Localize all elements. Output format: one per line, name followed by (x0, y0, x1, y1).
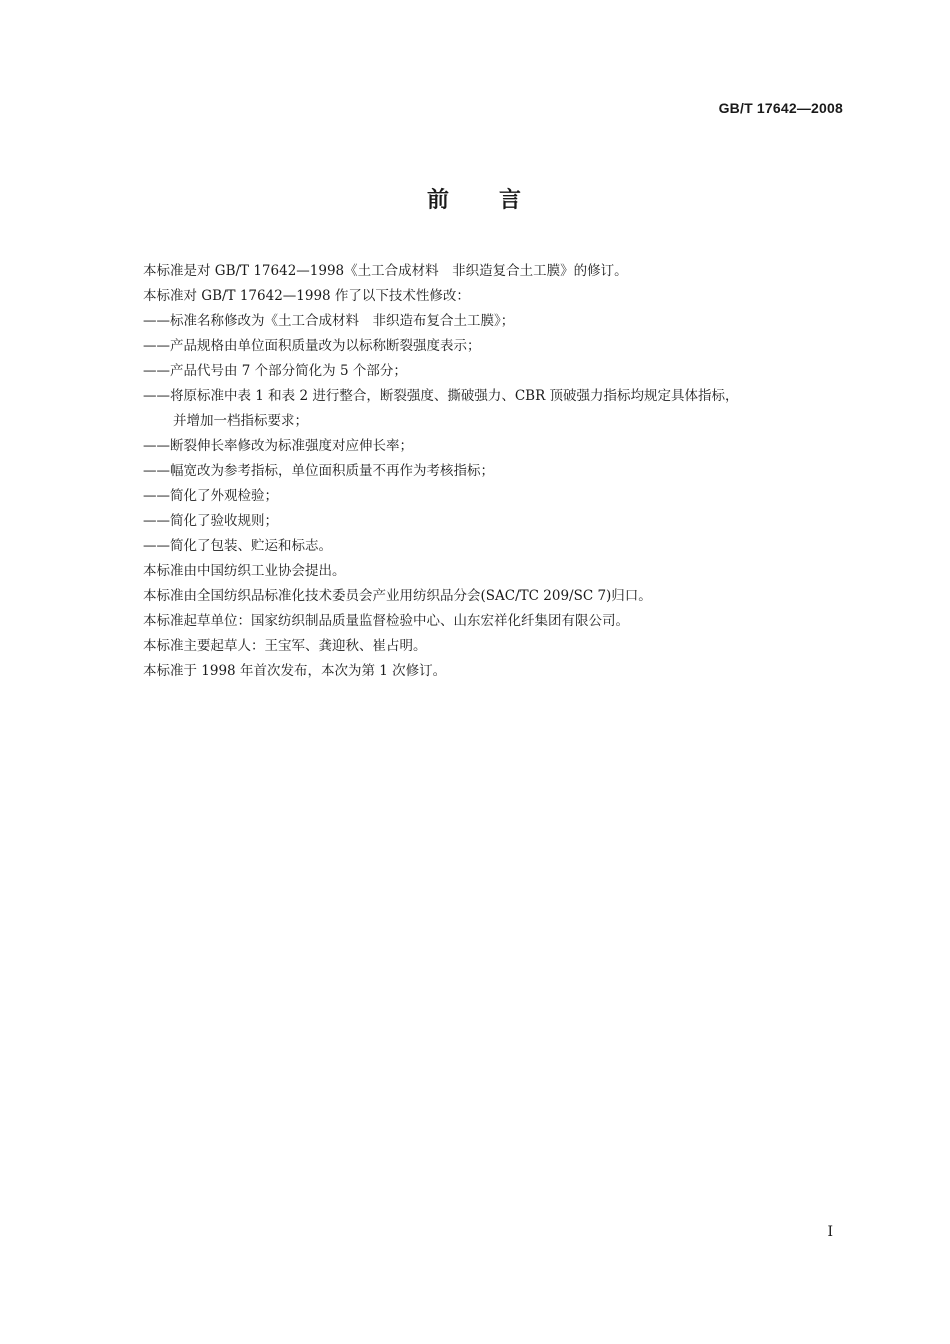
list-item: ——简化了外观检验； (143, 488, 278, 504)
list-item: ——简化了验收规则； (143, 513, 278, 529)
list-item: ——将原标准中表 1 和表 2 进行整合，断裂强度、撕破强力、CBR 顶破强力指标均规定具体指标， (143, 388, 739, 404)
paragraph-line: 本标准主要起草人：王宝军、龚迎秋、崔占明。 (143, 638, 427, 654)
list-item: ——产品代号由 7 个部分简化为 5 个部分； (143, 363, 407, 379)
paragraph-line: 本标准由中国纺织工业协会提出。 (143, 563, 346, 579)
list-item: ——断裂伸长率修改为标准强度对应伸长率； (143, 438, 413, 454)
paragraph-line: 本标准对 GB/T 17642—1998 作了以下技术性修改： (143, 288, 470, 304)
paragraph-line: 本标准起草单位：国家纺织制品质量监督检验中心、山东宏祥化纤集团有限公司。 (143, 613, 629, 629)
list-item-continuation: 并增加一档指标要求； (173, 413, 308, 429)
page-title (0, 183, 950, 214)
list-item: ——简化了包装、贮运和标志。 (143, 538, 332, 554)
standard-code: GB/T 17642—2008 (718, 100, 843, 116)
paragraph-line: 本标准由全国纺织品标准化技术委员会产业用纺织品分会(SAC/TC 209/SC 7)归口。 (143, 588, 652, 604)
list-item: ——标准名称修改为《土工合成材料 非织造布复合土工膜》； (143, 313, 515, 329)
title-char-2: 言 (499, 188, 524, 213)
page-number: I (827, 1224, 833, 1240)
title-char-1: 前 (426, 188, 451, 213)
paragraph-line: 本标准是对 GB/T 17642—1998《土工合成材料 非织造复合土工膜》的修订。 (143, 263, 628, 279)
list-item: ——幅宽改为参考指标，单位面积质量不再作为考核指标； (143, 463, 494, 479)
list-item: ——产品规格由单位面积质量改为以标称断裂强度表示； (143, 338, 481, 354)
foreword-body (143, 259, 843, 684)
paragraph-line: 本标准于 1998 年首次发布，本次为第 1 次修订。 (143, 663, 447, 679)
